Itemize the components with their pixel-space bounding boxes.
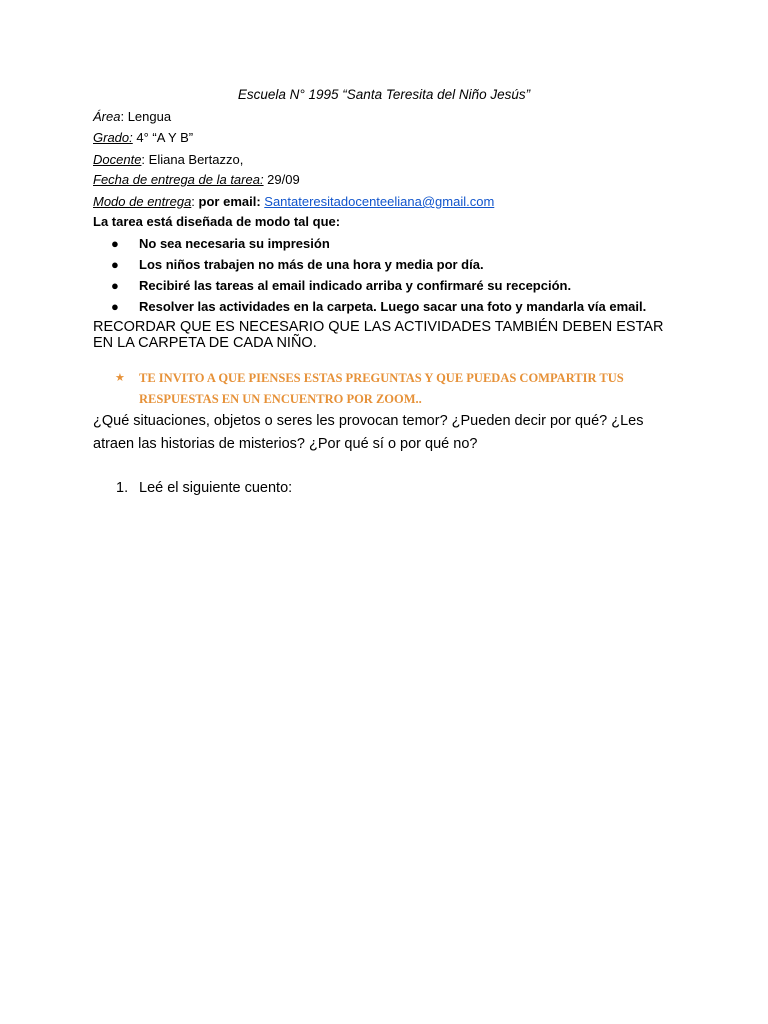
star-icon: ★ — [115, 372, 125, 384]
list-item — [0, 278, 768, 294]
invitation-text: TE INVITO A QUE PIENSES ESTAS PREGUNTAS Y QUE PUEDAS COMPARTIR TUS RESPUESTAS EN UN ENCUENTRO POR ZOOM.. — [139, 371, 624, 406]
field-modo — [93, 194, 494, 210]
field-grado — [93, 130, 193, 146]
field-modo-sep: : — [191, 194, 199, 209]
field-docente-sep: : — [141, 152, 146, 167]
list-item-text: Resolver las actividades en la carpeta. Luego sacar una foto y mandarla vía email. — [139, 299, 647, 314]
questions-paragraph: ¿Qué situaciones, objetos o seres les provocan temor? ¿Pueden decir por qué? ¿Les atraen las historias de misterios? ¿Por qué sí o por qué no? — [93, 413, 644, 452]
field-docente-label: Docente — [93, 152, 142, 167]
field-modo-bold: por email: — [198, 194, 261, 209]
list-item-text: Recibiré las tareas al email indicado arriba y confirmaré su recepción. — [139, 278, 572, 293]
bullet-icon: ● — [111, 278, 119, 293]
task-intro: La tarea está diseñada de modo tal que: — [93, 214, 341, 229]
item-number: 1. — [116, 480, 129, 496]
field-area — [93, 109, 171, 125]
field-area-label: Área — [93, 109, 121, 124]
field-docente-value: Eliana Bertazzo, — [145, 152, 244, 167]
field-fecha-value: 29/09 — [263, 172, 300, 187]
field-fecha — [93, 172, 300, 188]
field-fecha-label: Fecha de entrega de la tarea: — [93, 172, 264, 187]
item-text: Leé el siguiente cuento: — [139, 480, 293, 496]
list-item — [0, 257, 768, 273]
bullet-icon: ● — [111, 236, 119, 251]
list-item-text: Los niños trabajen no más de una hora y media por día. — [139, 257, 484, 272]
list-item-text: No sea necesaria su impresión — [139, 236, 330, 251]
email-link[interactable]: Santateresitadocenteeliana@gmail.com — [264, 194, 495, 209]
field-modo-label: Modo de entrega — [93, 194, 192, 209]
field-area-value: Lengua — [124, 109, 172, 124]
school-title: Escuela N° 1995 “Santa Teresita del Niño Jesús” — [237, 87, 531, 102]
field-docente — [93, 152, 243, 168]
bullet-icon: ● — [111, 299, 119, 314]
list-item — [0, 236, 768, 252]
field-grado-value: 4° “A Y B” — [132, 130, 194, 145]
list-item — [0, 299, 768, 315]
field-grado-label: Grado: — [93, 130, 133, 145]
reminder-text: RECORDAR QUE ES NECESARIO QUE LAS ACTIVIDADES TAMBIÉN DEBEN ESTAR EN LA CARPETA DE CADA NIÑO. — [93, 319, 664, 351]
field-area-sep: : — [120, 109, 125, 124]
bullet-icon: ● — [111, 257, 119, 272]
